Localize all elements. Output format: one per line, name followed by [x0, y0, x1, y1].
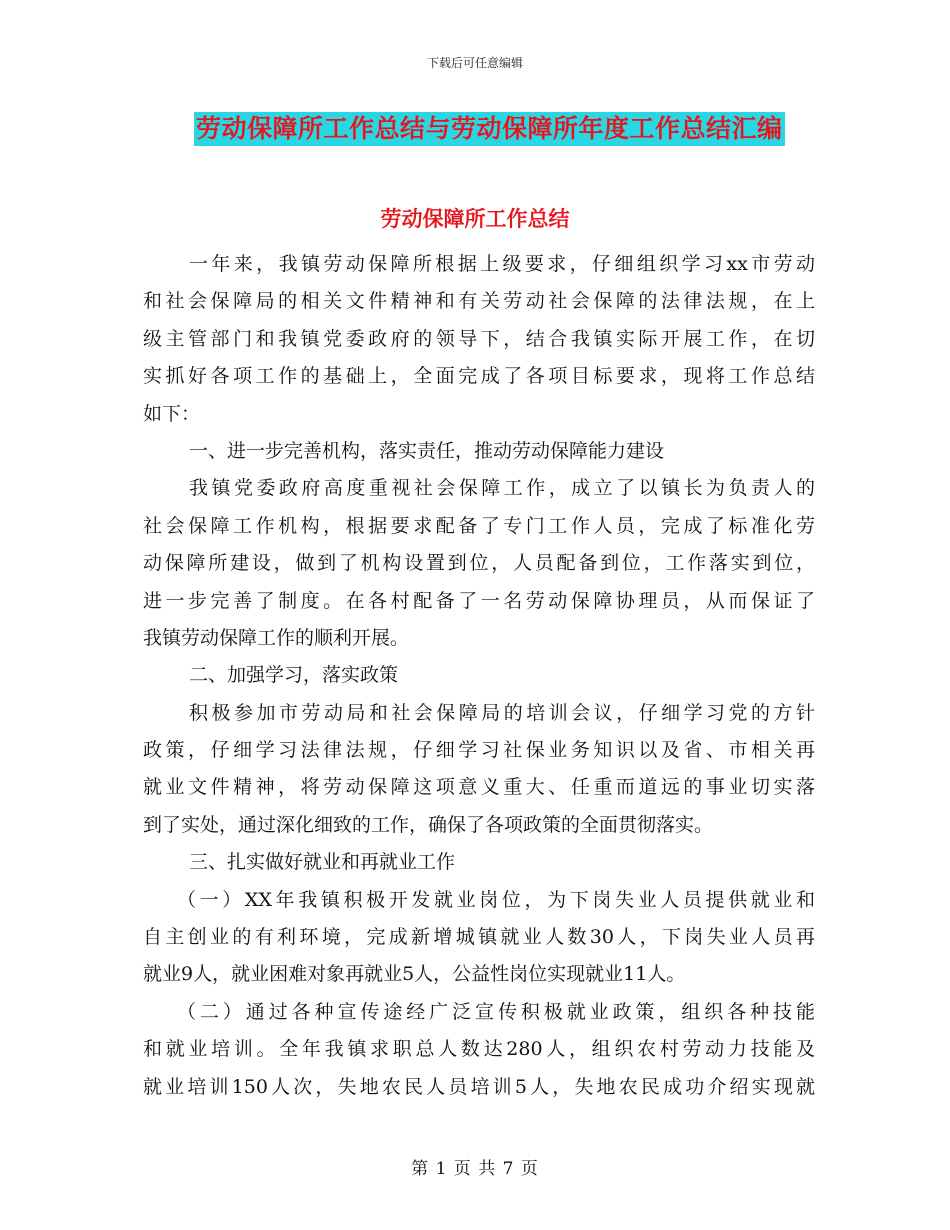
- paragraph-line: 到了实处，通过深化细致的工作，确保了各项政策的全面贯彻落实。: [143, 813, 714, 836]
- paragraph-line: 动保障所建设，做到了机构设置到位，人员配备到位，工作落实到位，: [143, 552, 815, 575]
- body-text: [143, 246, 815, 1106]
- paragraph-line: 积极参加市劳动局和社会保障局的培训会议，仔细学习党的方针: [189, 701, 815, 724]
- paragraph-line: 我镇劳动保障工作的顺利开展。: [143, 626, 410, 649]
- heading-line: 二、加强学习，落实政策: [189, 664, 399, 687]
- paragraph-line: 就业文件精神，将劳动保障这项意义重大、任重而道远的事业切实落: [143, 776, 815, 799]
- paragraph-line: 和社会保障局的相关文件精神和有关劳动社会保障的法律法规，在上: [143, 290, 815, 313]
- document-title: 劳动保障所工作总结与劳动保障所年度工作总结汇编: [194, 112, 785, 146]
- header-note: 下载后可任意编辑: [426, 56, 523, 70]
- heading-line: 三、扎实做好就业和再就业工作: [189, 851, 456, 874]
- paragraph-line: 如下：: [143, 402, 201, 425]
- paragraph-line: 进一步完善了制度。在各村配备了一名劳动保障协理员，从而保证了: [143, 589, 815, 612]
- paragraph-line: 一年来，我镇劳动保障所根据上级要求，仔细组织学习xx市劳动: [189, 253, 815, 275]
- paragraph-line: 就业培训150人次，失地农民人员培训5人，失地农民成功介绍实现就: [143, 1075, 815, 1098]
- paragraph-line: 社会保障工作机构，根据要求配备了专门工作人员，完成了标准化劳: [143, 514, 815, 537]
- paragraph-line: 就业9人，就业困难对象再就业5人，公益性岗位实现就业11人。: [143, 963, 686, 986]
- paragraph-line: 和就业培训。全年我镇求职总人数达280人，组织农村劳动力技能及: [143, 1038, 815, 1061]
- paragraph-line: 自主创业的有利环境，完成新增城镇就业人数30人，下岗失业人员再: [143, 926, 815, 949]
- section-title: 劳动保障所工作总结: [380, 207, 570, 231]
- paragraph-line: 级主管部门和我镇党委政府的领导下，结合我镇实际开展工作，在切: [143, 327, 815, 350]
- paragraph-line: 我镇党委政府高度重视社会保障工作，成立了以镇长为负责人的: [189, 477, 815, 500]
- page-footer: 第 1 页 共 7 页: [411, 1159, 539, 1179]
- paragraph-line: 实抓好各项工作的基础上，全面完成了各项目标要求，现将工作总结: [143, 365, 815, 388]
- heading-line: 一、进一步完善机构，落实责任，推动劳动保障能力建设: [189, 439, 665, 462]
- paragraph-line: （二）通过各种宣传途经广泛宣传积极就业政策，组织各种技能: [177, 1000, 815, 1023]
- paragraph-line: （一）XX年我镇积极开发就业岗位，为下岗失业人员提供就业和: [177, 888, 815, 911]
- paragraph-line: 政策，仔细学习法律法规，仔细学习社保业务知识以及省、市相关再: [143, 739, 815, 762]
